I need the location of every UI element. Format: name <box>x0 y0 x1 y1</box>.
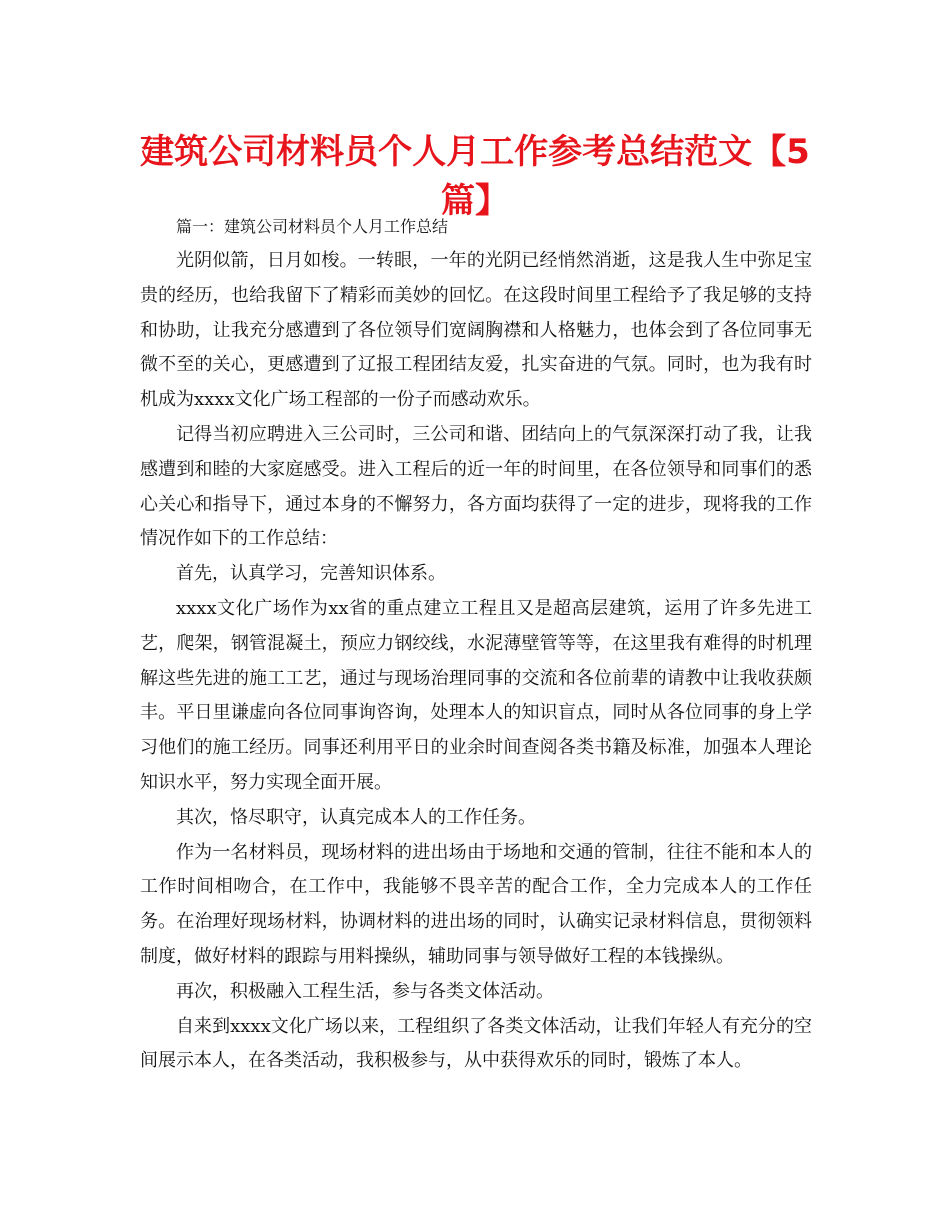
document-body <box>140 210 812 1079</box>
paragraph-activities: 自来到xxxx文化广场以来，工程组织了各类文体活动，让我们年轻人有充分的空间展示本人，在各类活动，我积极参与，从中获得欢乐的同时，锻炼了本人。 <box>140 1015 812 1072</box>
paragraph-intro: 光阴似箭，日月如梭。一转眼，一年的光阴已经悄然消逝，这是我人生中弥足宝贵的经历，也给我留下了精彩而美妙的回忆。在这段时间里工程给予了我足够的支持和协助，让我充分感遭到了各位领导们宽阔胸襟和人格魅力，也体会到了各位同事无微不至的关心，更感遭到了辽报工程团结友爱，扎实奋进的气氛。同时，也为我有时机成为xxxx文化广场工程部的一份子而感动欢乐。 <box>140 250 812 411</box>
paragraph-joining-company: 记得当初应聘进入三公司时，三公司和谐、团结向上的气氛深深打动了我，让我感遭到和睦的大家庭感受。进入工程后的近一年的时间里，在各位领导和同事们的悉心关心和指导下，通过本身的不懈努力，各方面均获得了一定的进步，现将我的工作情况作如下的工作总结： <box>140 423 812 550</box>
document-title: 建筑公司材料员个人月工作参考总结范文【5篇】 <box>140 132 810 221</box>
subheading-second: 其次，恪尽职守，认真完成本人的工作任务。 <box>176 806 536 828</box>
paragraph-learning: xxxx文化广场作为xx省的重点建立工程且又是超高层建筑，运用了许多先进工艺，爬架，钢管混凝土，预应力钢绞线，水泥薄壁管等等，在这里我有难得的时机理解这些先进的施工工艺，通过与现场治理同事的交流和各位前辈的请教中让我收获颇丰。平日里谦虚向各位同事询咨询，处理本人的知识盲点，同时从各位同事的身上学习他们的施工经历。同事还利用平日的业余时间查阅各类书籍及标准，加强本人理论知识水平，努力实现全面开展。 <box>140 597 812 793</box>
paragraph-duties: 作为一名材料员，现场材料的进出场由于场地和交通的管制，往往不能和本人的工作时间相吻合，在工作中，我能够不畏辛苦的配合工作，全力完成本人的工作任务。在治理好现场材料，协调材料的进出场的同时，认确实记录材料信息，贯彻领料制度，做好材料的跟踪与用料操纵，辅助同事与领导做好工程的本钱操纵。 <box>140 841 812 967</box>
section-heading-part-one: 篇一：建筑公司材料员个人月工作总结 <box>176 217 449 236</box>
subheading-third: 再次，积极融入工程生活，参与各类文体活动。 <box>176 980 554 1002</box>
subheading-first: 首先，认真学习，完善知识体系。 <box>176 563 446 585</box>
